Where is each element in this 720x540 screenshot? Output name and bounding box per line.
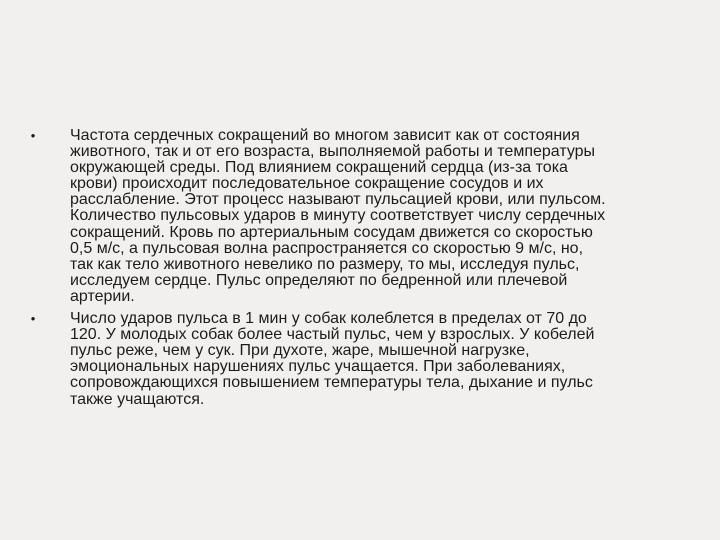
text-line: Частота сердечных сокращений во многом зависит как от состояния [70,127,580,144]
text-line: так как тело животного невелико по размеру, то мы, исследуя пульс, [70,255,580,273]
text-line: крови) происходит последовательное сокращение сосудов и их [70,175,544,193]
text-line: исследуем сердце. Пульс определяют по бедренной или плечевой [70,271,568,289]
text-line: сокращений. Кровь по артериальным сосудам движется со скоростью [70,223,593,241]
text-line: сопровождающихся повышением температуры тела, дыхание и пульс [70,374,593,392]
text-line: Количество пульсовых ударов в минуту соответствует числу сердечных [70,207,606,225]
text-line: расслабление. Этот процесс называют пульсацией крови, или пульсом. [70,191,606,209]
bullet-marker: • [30,128,36,143]
text-line: пульс реже, чем у сук. При духоте, жаре, мышечной нагрузке, [70,342,530,360]
text-line: Число ударов пульса в 1 мин у собак колеблется в пределах от 70 до [70,310,587,328]
text-line: также учащаются. [70,390,205,408]
bullet-item-heart-rate [28,128,700,305]
bullet-text [70,311,700,408]
text-line: 0,5 м/с, а пульсовая волна распространяется со скоростью 9 м/с, но, [70,239,584,257]
text-line: окружающей среды. Под влиянием сокращений сердца (из-за тока [70,159,568,177]
text-line: эмоциональных нарушениях пульс учащается. При заболеваниях, [70,358,566,376]
text-line: 120. У молодых собак более частый пульс, чем у взрослых. У кобелей [70,326,595,344]
bullet-marker: • [30,311,36,327]
bullet-text [70,128,700,305]
text-line: животного, так и от его возраста, выполняемой работы и температуры [70,143,596,161]
bullet-list [28,128,700,414]
text-line: артерии. [70,287,135,305]
bullet-item-pulse-count [28,311,700,408]
